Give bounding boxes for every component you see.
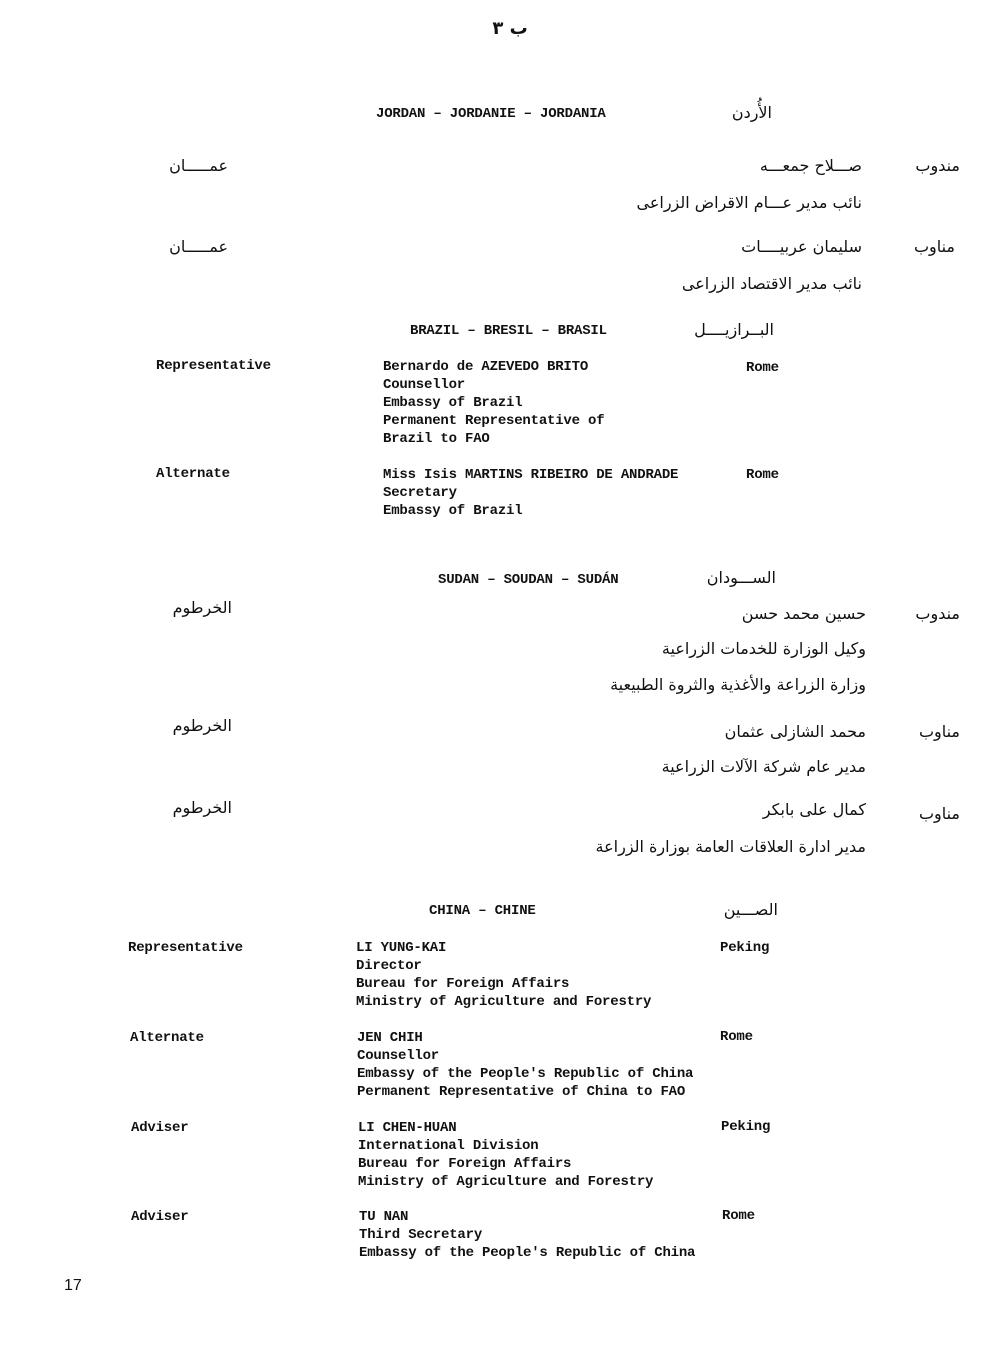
brazil-city-2: Rome <box>746 467 779 483</box>
china-entry-1-line-3: Bureau for Foreign Affairs <box>356 976 570 992</box>
sudan-city-1: الخرطوم <box>172 598 232 617</box>
brazil-entry-1-line-1: Bernardo de AZEVEDO BRITO <box>383 359 589 375</box>
china-city-3: Peking <box>721 1119 771 1135</box>
china-entry-3 <box>358 1119 653 1191</box>
china-city-2: Rome <box>720 1029 753 1045</box>
sudan-city-3: الخرطوم <box>172 798 232 817</box>
china-role-4: Adviser <box>131 1209 189 1225</box>
china-city-1: Peking <box>720 940 770 956</box>
brazil-entry-1-line-5: Brazil to FAO <box>383 431 490 447</box>
brazil-entry-2-line-1: Miss Isis MARTINS RIBEIRO DE ANDRADE <box>383 467 679 483</box>
china-entry-1 <box>356 939 651 1011</box>
brazil-entry-2-line-3: Embassy of Brazil <box>383 503 523 519</box>
sudan-entry-1-line-2: وزارة الزراعة والأغذية والثروة الطبيعية <box>610 675 866 694</box>
brazil-entry-2-line-2: Secretary <box>383 485 457 501</box>
sudan-city-2: الخرطوم <box>172 716 232 735</box>
china-entry-1-line-2: Director <box>356 958 422 974</box>
china-entry-4-line-1: TU NAN <box>359 1209 409 1225</box>
brazil-city-1: Rome <box>746 360 779 376</box>
jordan-name-2: سليمان عربيــــات <box>741 237 862 256</box>
china-entry-3-line-2: International Division <box>358 1138 539 1154</box>
sudan-role-3: مناوب <box>918 804 960 823</box>
jordan-heading-arabic: الأُردن <box>731 103 772 122</box>
china-entry-2-line-2: Counsellor <box>357 1048 440 1064</box>
brazil-entry-2 <box>383 466 678 520</box>
brazil-role-1: Representative <box>156 358 271 374</box>
sudan-role-1: مندوب <box>915 604 960 623</box>
china-heading-arabic: الصـــين <box>723 900 778 919</box>
jordan-city-1: عمـــــان <box>169 156 228 175</box>
china-entry-2-line-1: JEN CHIH <box>357 1030 423 1046</box>
china-entry-2-line-4: Permanent Representative of China to FAO <box>357 1084 686 1100</box>
sudan-name-1: حسين محمد حسن <box>741 604 866 623</box>
sudan-heading-arabic: الســـودان <box>706 568 776 587</box>
jordan-role-2: مناوب <box>913 237 955 256</box>
jordan-city-2: عمـــــان <box>169 237 228 256</box>
china-entry-3-line-1: LI CHEN-HUAN <box>358 1120 457 1136</box>
page-marker: ب ٣ <box>492 18 528 39</box>
china-entry-4-line-3: Embassy of the People's Republic of China <box>359 1245 696 1261</box>
jordan-title-1: نائب مدير عـــام الاقراض الزراعى <box>636 193 862 212</box>
brazil-entry-1-line-4: Permanent Representative of <box>383 413 605 429</box>
china-heading-latin: CHINA – CHINE <box>429 903 536 919</box>
china-entry-3-line-3: Bureau for Foreign Affairs <box>358 1156 572 1172</box>
china-role-3: Adviser <box>131 1120 189 1136</box>
sudan-name-3: كمال على بابكر <box>762 800 866 819</box>
china-city-4: Rome <box>722 1208 755 1224</box>
china-entry-4-line-2: Third Secretary <box>359 1227 483 1243</box>
jordan-name-1: صـــلاح جمعـــه <box>759 156 862 175</box>
china-entry-2 <box>357 1029 693 1101</box>
sudan-name-2: محمد الشازلى عثمان <box>724 722 866 741</box>
jordan-heading-latin: JORDAN – JORDANIE – JORDANIA <box>376 106 606 122</box>
sudan-entry-3-line-1: مدير ادارة العلاقات العامة بوزارة الزراعة <box>595 837 866 856</box>
china-role-2: Alternate <box>130 1030 204 1046</box>
brazil-entry-1-line-2: Counsellor <box>383 377 466 393</box>
china-entry-4 <box>359 1208 695 1262</box>
china-entry-3-line-4: Ministry of Agriculture and Forestry <box>358 1174 654 1190</box>
china-entry-1-line-1: LI YUNG-KAI <box>356 940 447 956</box>
page-number: 17 <box>64 1277 82 1294</box>
china-entry-2-line-3: Embassy of the People's Republic of China <box>357 1066 694 1082</box>
sudan-entry-1-line-1: وكيل الوزارة للخدمات الزراعية <box>661 639 866 658</box>
jordan-title-2: نائب مدير الاقتصاد الزراعى <box>681 274 862 293</box>
sudan-entry-2-line-1: مدير عام شركة الآلات الزراعية <box>661 757 866 776</box>
jordan-role-1: مندوب <box>915 156 960 175</box>
brazil-role-2: Alternate <box>156 466 230 482</box>
china-entry-1-line-4: Ministry of Agriculture and Forestry <box>356 994 652 1010</box>
china-role-1: Representative <box>128 940 243 956</box>
brazil-entry-1 <box>383 358 604 448</box>
brazil-entry-1-line-3: Embassy of Brazil <box>383 395 523 411</box>
brazil-heading-latin: BRAZIL – BRESIL – BRASIL <box>410 323 607 339</box>
sudan-heading-latin: SUDAN – SOUDAN – SUDÁN <box>438 572 619 588</box>
sudan-role-2: مناوب <box>918 722 960 741</box>
brazil-heading-arabic: البــرازيــــل <box>694 320 774 339</box>
